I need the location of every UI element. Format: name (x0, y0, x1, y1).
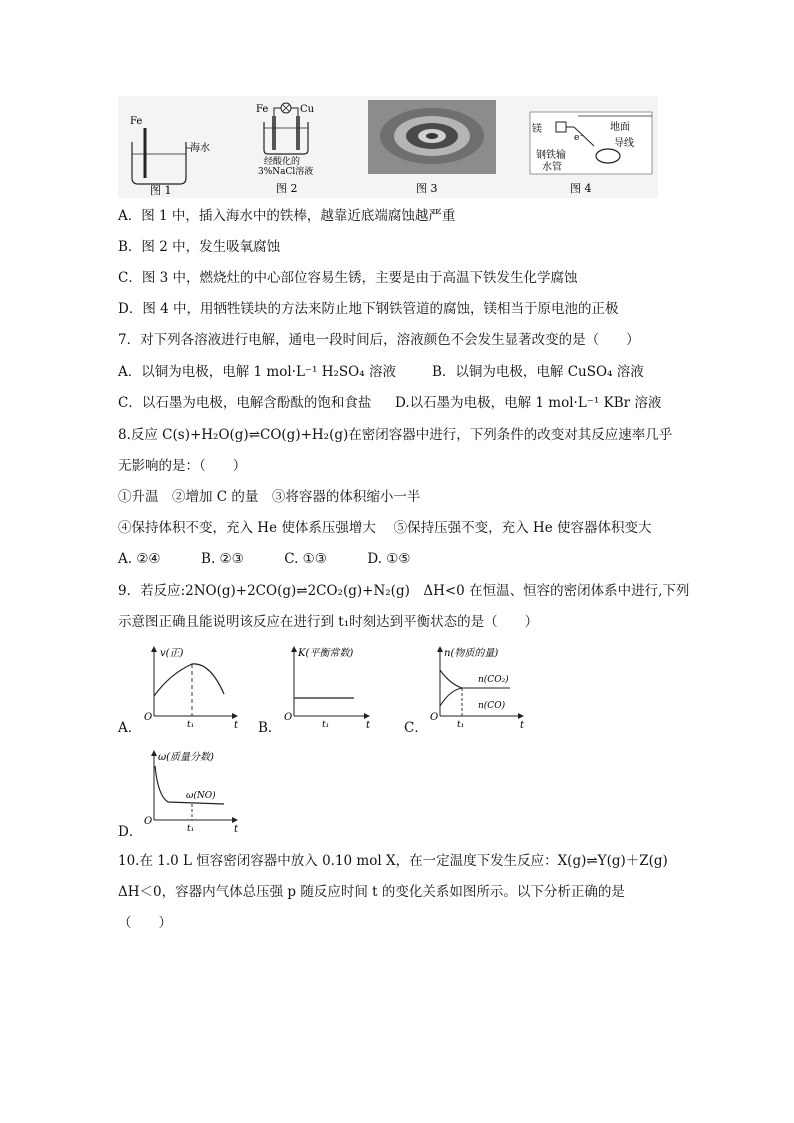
q8-stem-line-2: 无影响的是：（ ） (118, 458, 247, 474)
fig3-caption: 图 3 (416, 182, 438, 195)
fig2-caption: 图 2 (276, 182, 298, 195)
q7-stem: 7．对下列各溶液进行电解，通电一段时间后，溶液颜色不会发生显著改变的是（ ） (118, 332, 640, 348)
fig4-caption: 图 4 (570, 182, 592, 195)
q9-graph-b (282, 644, 382, 730)
q9-graph-c (426, 644, 536, 730)
q6-option-d: D．图 4 中，用牺牲镁块的方法来防止地下钢铁管道的腐蚀，镁相当于原电池的正极 (118, 301, 619, 317)
graph-a-x-label: t (234, 720, 239, 730)
fig1-fe-label: Fe (130, 116, 143, 127)
q10-stem-line-3: （ ） (118, 915, 172, 931)
graph-b-x-label: t (366, 720, 371, 730)
figure-2 (252, 98, 352, 196)
q7-option-b: B．以铜为电极，电解 CuSO₄ 溶液 (432, 364, 644, 380)
q9-option-b-label: B． (258, 720, 282, 736)
fig2-solution-line1: 经酸化的 (264, 157, 301, 167)
q8-options: A. ②④ B. ②③ C. ①③ D. ①⑤ (118, 551, 411, 567)
q9-option-c-label: C． (404, 720, 428, 736)
graph-d-t1: t₁ (187, 824, 195, 834)
graph-c-origin: O (430, 712, 439, 723)
graph-d-y-label: ω(质量分数) (158, 752, 214, 763)
graph-c-series-co2: n(CO₂) (478, 675, 509, 685)
graph-c-series-co: n(CO) (478, 701, 506, 711)
q8-stem-line-1: 8.反应 C(s)+H₂O(g)⇌CO(g)+H₂(g)在密闭容器中进行，下列条件的改变对其反应速率几乎 (118, 427, 673, 443)
graph-d-origin: O (144, 816, 153, 827)
figure-4 (528, 98, 660, 196)
q6-option-c: C．图 3 中，燃烧灶的中心部位容易生锈，主要是由于高温下铁发生化学腐蚀 (118, 270, 578, 286)
graph-d-x-label: t (234, 824, 239, 834)
figure-3 (362, 98, 502, 196)
fig1-water-label: 海水 (190, 143, 210, 154)
graph-d-series-no: ω(NO) (186, 791, 216, 801)
graph-b-origin: O (284, 712, 293, 723)
fig4-wire-label: 导线 (614, 138, 634, 149)
fig4-pipe-label-2: 水管 (542, 162, 562, 173)
q9-option-a-label: A． (118, 720, 142, 736)
q7-option-a: A．以铜为电极，电解 1 mol·L⁻¹ H₂SO₄ 溶液 (118, 364, 396, 380)
fig4-pipe-label-1: 钢铁输 (536, 150, 566, 161)
q10-stem-line-1: 10.在 1.0 L 恒容密闭容器中放入 0.10 mol X，在一定温度下发生反应：X(g)⇌Y(g)＋Z(g) (118, 853, 668, 869)
q7-option-c: C．以石墨为电极，电解含酚酞的饱和食盐 (118, 395, 372, 411)
q9-graph-a (140, 644, 250, 730)
fig4-mg-label: 镁 (532, 124, 542, 135)
q9-stem-line-1: 9．若反应:2NO(g)+2CO(g)⇌2CO₂(g)+N₂(g) ΔH<0 在恒温、恒容的密闭体系中进行,下列 (118, 583, 690, 599)
fig2-cu-label: Cu (300, 104, 315, 115)
figure-1 (120, 98, 250, 196)
graph-a-t1: t₁ (187, 720, 195, 730)
graph-b-t1: t₁ (322, 720, 330, 730)
fig2-solution-line2: 3%NaCl溶液 (258, 167, 314, 177)
q10-stem-line-2: ΔH＜0，容器内气体总压强 p 随反应时间 t 的变化关系如图所示。以下分析正确的是 (118, 884, 625, 900)
q9-graph-d (140, 748, 250, 834)
q6-option-a: A．图 1 中，插入海水中的铁棒，越靠近底端腐蚀越严重 (118, 208, 456, 224)
q9-option-d-label: D． (118, 824, 143, 840)
fig4-electron-label: e⁻ (574, 133, 585, 143)
graph-c-y-label: n(物质的量) (444, 648, 499, 659)
graph-c-x-label: t (520, 720, 525, 730)
graph-a-origin: O (144, 712, 153, 723)
q6-option-b: B．图 2 中，发生吸氧腐蚀 (118, 239, 281, 255)
q8-conditions-1: ①升温 ②增加 C 的量 ③将容器的体积缩小一半 (118, 489, 421, 505)
q8-conditions-2: ④保持体积不变，充入 He 使体系压强增大 ⑤保持压强不变，充入 He 使容器体积变大 (118, 520, 652, 536)
graph-c-t1: t₁ (457, 720, 465, 730)
q9-stem-line-2: 示意图正确且能说明该反应在进行到 t₁时刻达到平衡状态的是（ ） (118, 614, 539, 630)
fig2-fe-label: Fe (256, 104, 269, 115)
fig1-caption: 图 1 (150, 184, 172, 196)
fig4-ground-label: 地面 (610, 122, 630, 133)
graph-a-y-label: v(正) (160, 648, 184, 659)
graph-b-y-label: K(平衡常数) (298, 648, 354, 659)
q7-option-d: D.以石墨为电极，电解 1 mol·L⁻¹ KBr 溶液 (395, 395, 662, 411)
